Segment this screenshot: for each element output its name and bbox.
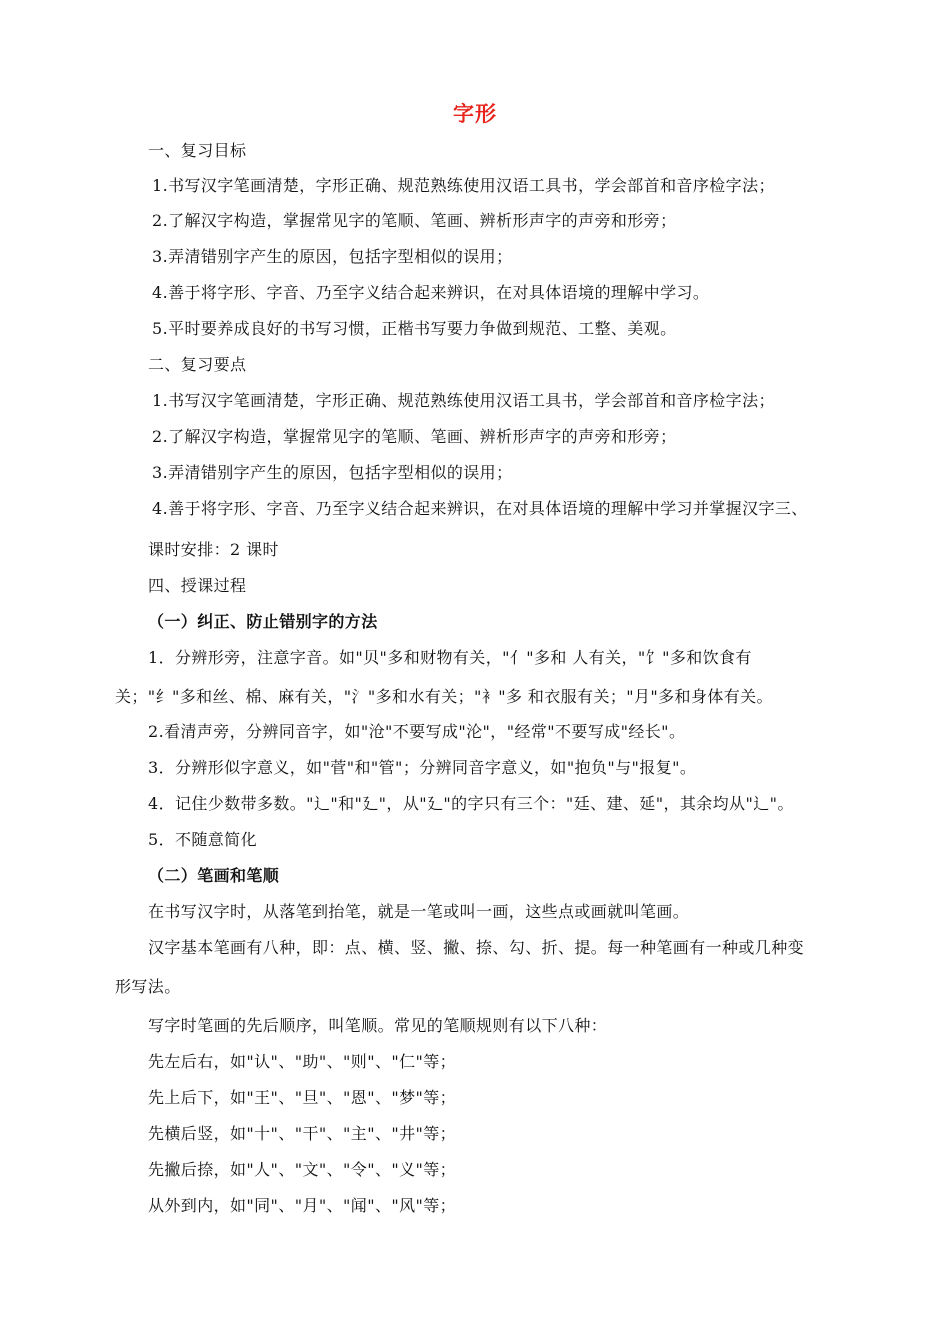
method-1-line-2: 关；"纟"多和丝、棉、麻有关，"氵"多和水有关；"衤"多 和衣服有关；"月"多和身体有关。 <box>115 687 773 706</box>
method-5: 5．不随意简化 <box>148 830 257 849</box>
subheading-strokes: （二）笔画和笔顺 <box>148 866 280 885</box>
rule-left-falling-right-falling: 先撇后捺，如"人"、"文"、"令"、"义"等； <box>148 1160 457 1179</box>
strokes-definition: 在书写汉字时，从落笔到抬笔，就是一笔或叫一画，这些点或画就叫笔画。 <box>148 902 690 921</box>
goal-item-5: 5.平时要养成良好的书写习惯，正楷书写要力争做到规范、工整、美观。 <box>152 319 677 338</box>
rule-top-bottom: 先上后下，如"王"、"旦"、"恩"、"梦"等； <box>148 1088 457 1107</box>
method-3: 3．分辨形似字意义，如"菅"和"管"；分辨同音字意义，如"抱负"与"报复"。 <box>148 758 697 777</box>
rule-outside-inside: 从外到内，如"同"、"月"、"闻"、"风"等； <box>148 1196 457 1215</box>
section-heading-process: 四、授课过程 <box>148 576 247 595</box>
goal-item-1: 1.书写汉字笔画清楚，字形正确、规范熟练使用汉语工具书，学会部首和音序检字法； <box>152 176 775 195</box>
stroke-order-definition: 写字时笔画的先后顺序，叫笔顺。常见的笔顺规则有以下八种： <box>148 1016 608 1035</box>
basic-strokes-line-2: 形写法。 <box>115 977 181 996</box>
goal-item-3: 3.弄清错别字产生的原因，包括字型相似的误用； <box>152 247 513 266</box>
class-schedule: 课时安排：2 课时 <box>148 540 279 559</box>
basic-strokes-line-1: 汉字基本笔画有八种，即：点、横、竖、撇、捺、勾、折、提。每一种笔画有一种或几种变 <box>148 938 805 957</box>
goal-item-2: 2.了解汉字构造，掌握常见字的笔顺、笔画、辨析形声字的声旁和形旁； <box>152 211 677 230</box>
point-item-1: 1.书写汉字笔画清楚，字形正确、规范熟练使用汉语工具书，学会部首和音序检字法； <box>152 391 775 410</box>
point-item-3: 3.弄清错别字产生的原因，包括字型相似的误用； <box>152 463 513 482</box>
method-1-line-1: 1．分辨形旁，注意字音。如"贝"多和财物有关，"亻"多和 人有关，"饣"多和饮食有 <box>148 648 752 667</box>
rule-horizontal-vertical: 先横后竖，如"十"、"干"、"主"、"井"等； <box>148 1124 457 1143</box>
method-4: 4．记住少数带多数。"辶"和"廴"，从"廴"的字只有三个："廷、建、延"，其余均从"辶"。 <box>148 794 794 813</box>
subheading-typo-methods: （一）纠正、防止错别字的方法 <box>148 612 378 631</box>
document-title: 字形 <box>453 102 497 126</box>
rule-left-right: 先左后右，如"认"、"助"、"则"、"仁"等； <box>148 1052 457 1071</box>
section-heading-review-goals: 一、复习目标 <box>148 141 247 160</box>
point-item-4: 4.善于将字形、字音、乃至字义结合起来辨识，在对具体语境的理解中学习并掌握汉字三、 <box>152 499 808 518</box>
goal-item-4: 4.善于将字形、字音、乃至字义结合起来辨识，在对具体语境的理解中学习。 <box>152 283 710 302</box>
method-2: 2.看清声旁，分辨同音字，如"沧"不要写成"沦"，"经常"不要写成"经长"。 <box>148 722 686 741</box>
section-heading-review-points: 二、复习要点 <box>148 355 247 374</box>
point-item-2: 2.了解汉字构造，掌握常见字的笔顺、笔画、辨析形声字的声旁和形旁； <box>152 427 677 446</box>
